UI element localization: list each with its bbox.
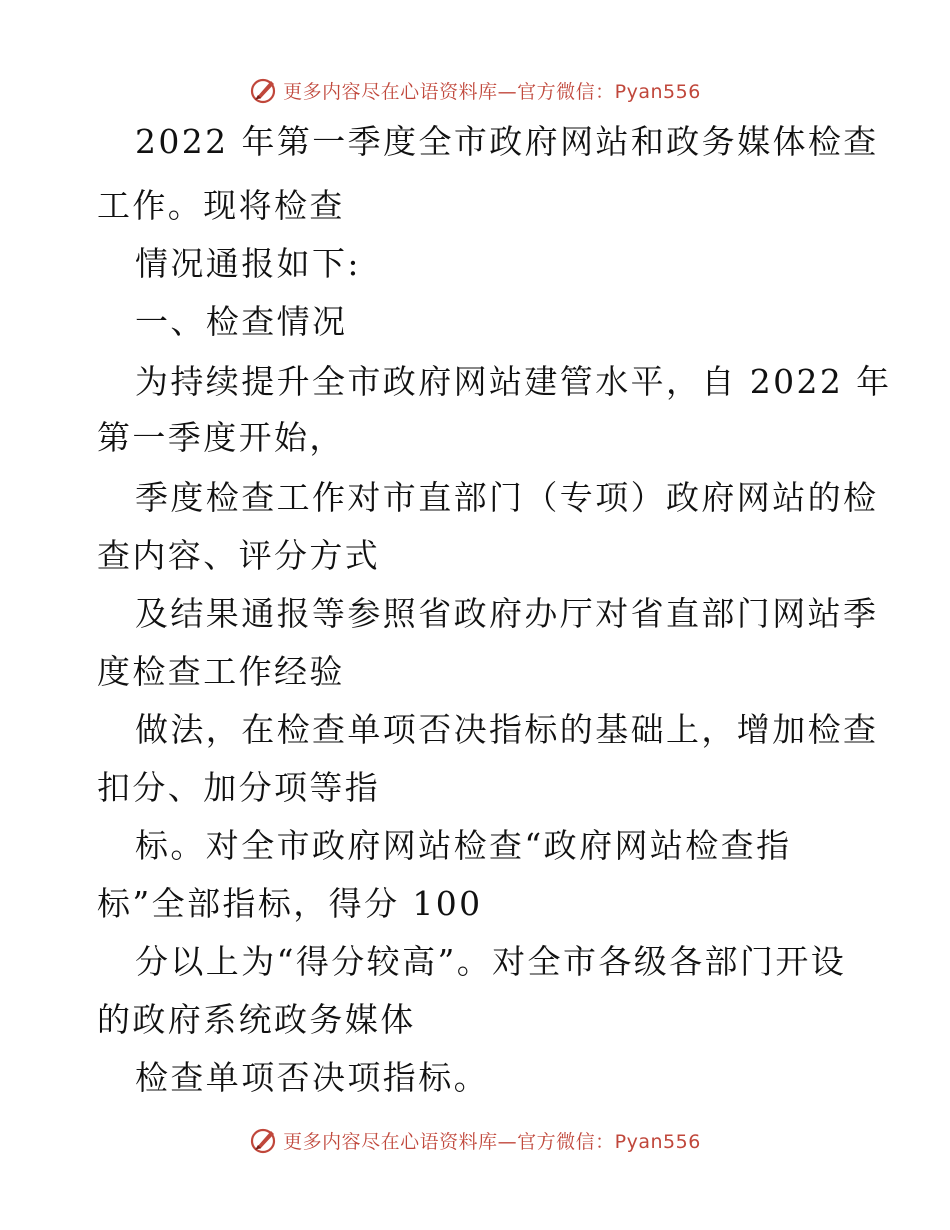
header-banner [0, 70, 950, 110]
paragraph-line: 标。对全市政府网站检查“政府网站检查指 [135, 826, 792, 865]
paragraph-line: 检查单项否决项指标。 [135, 1058, 489, 1097]
paragraph-line: 度检查工作经验 [97, 652, 345, 691]
header-banner-text: 更多内容尽在心语资料库—官方微信：Pyan556 [283, 80, 701, 103]
paragraph-line: 第一季度开始， [97, 418, 345, 457]
paragraph-line: 的政府系统政务媒体 [97, 1000, 416, 1039]
paragraph-line: 及结果通报等参照省政府办厅对省直部门网站季 [135, 594, 879, 633]
quill-pen-logo-icon [249, 1125, 279, 1155]
paragraph-line: 分以上为“得分较高”。对全市各级各部门开设 [135, 942, 847, 981]
quill-pen-logo-icon [249, 75, 279, 105]
paragraph-line: 做法，在检查单项否决指标的基础上，增加检查 [135, 710, 879, 749]
paragraph-line: 为持续提升全市政府网站建管水平，自 2022 年 [135, 362, 892, 401]
paragraph-line: 工作。现将检查 [97, 186, 345, 225]
section-heading: 一、检查情况 [135, 302, 348, 341]
paragraph-line: 情况通报如下: [135, 244, 361, 283]
paragraph-line: 查内容、评分方式 [97, 536, 381, 575]
paragraph-line: 标”全部指标，得分 100 [97, 884, 483, 923]
footer-banner-text: 更多内容尽在心语资料库—官方微信：Pyan556 [283, 1130, 701, 1153]
footer-banner [0, 1120, 950, 1160]
paragraph-line: 2022 年第一季度全市政府网站和政务媒体检查 [135, 122, 879, 161]
paragraph-line: 扣分、加分项等指 [97, 768, 381, 807]
paragraph-line: 季度检查工作对市直部门（专项）政府网站的检 [135, 478, 879, 517]
